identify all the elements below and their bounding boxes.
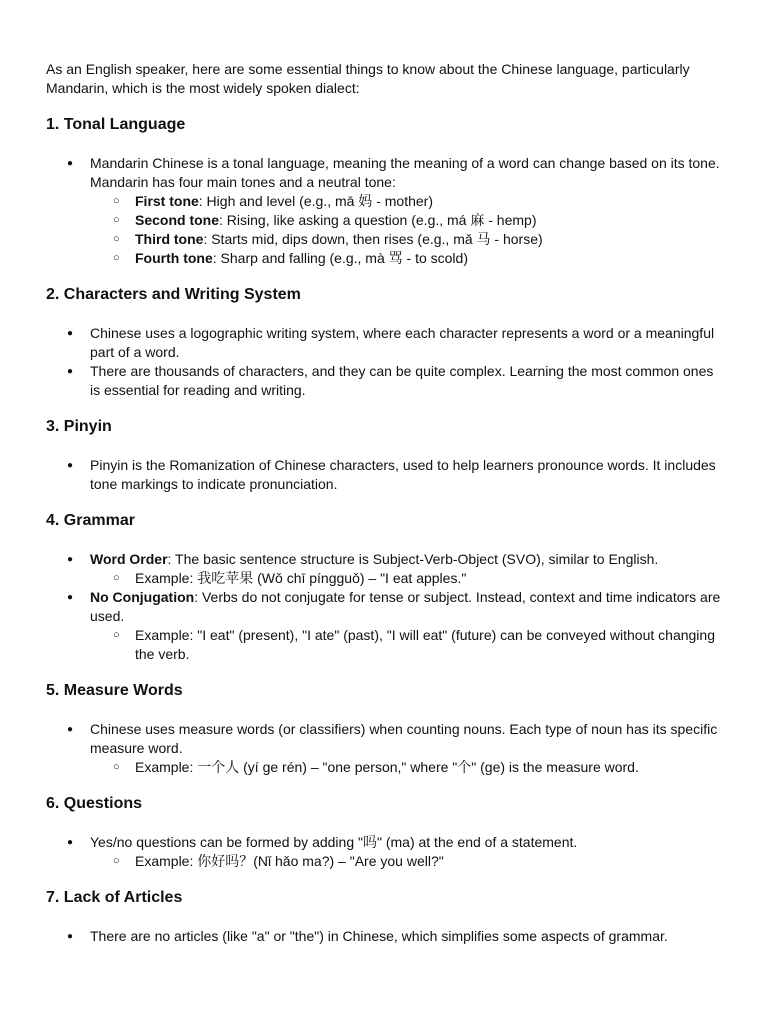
section-grammar <box>46 511 722 664</box>
section-heading: 3. Pinyin <box>46 418 112 435</box>
bullet-list <box>46 720 722 777</box>
section-heading: 5. Measure Words <box>46 682 183 699</box>
section-measure-words <box>46 681 722 777</box>
bullet-list <box>46 456 722 494</box>
section-tonal-language <box>46 115 722 268</box>
bullet-list <box>46 833 722 871</box>
bullet-list <box>46 154 722 268</box>
list-item: ● No Conjugation: Verbs do not conjugate for tense or subject. Instead, context and time indicators are used. ○ Example: "I eat" (present), "I ate" (past), "I will eat" (future) can be conveyed without changing the verb. <box>46 588 722 664</box>
section-lack-of-articles <box>46 888 722 946</box>
list-item: ● Chinese uses a logographic writing system, where each character represents a word or a meaningful part of a word. <box>46 324 722 362</box>
section-heading: 1. Tonal Language <box>46 116 186 133</box>
list-item: ● Mandarin Chinese is a tonal language, meaning the meaning of a word can change based on its tone. Mandarin has four main tones and a neutral tone: ○ First tone: High and level (e.g., mā 妈 - mother) ○ Second tone: Rising, like asking a question (e.g., má 麻 - hemp) ○ Third tone: Starts mid, dips down, then rises (e.g., mǎ 马 - horse) ○ Fourth tone: Sharp and falling (e.g., mà 骂 - to scold) <box>46 154 722 268</box>
sub-list <box>90 192 722 268</box>
sub-list <box>90 626 722 664</box>
sub-list-item: ○ Example: "I eat" (present), "I ate" (past), "I will eat" (future) can be conveyed without changing the verb. <box>90 626 722 664</box>
bullet-list <box>46 550 722 664</box>
sub-list-item: ○ Example: 一个人 (yí ge rén) – "one person," where "个" (ge) is the measure word. <box>90 758 722 777</box>
sub-list <box>90 852 722 871</box>
sub-list-item: ○ Third tone: Starts mid, dips down, then rises (e.g., mǎ 马 - horse) <box>90 230 722 249</box>
list-item: ● There are thousands of characters, and they can be quite complex. Learning the most common ones is essential for reading and writing. <box>46 362 722 400</box>
list-item: ● Pinyin is the Romanization of Chinese characters, used to help learners pronounce words. It includes tone markings to indicate pronunciation. <box>46 456 722 494</box>
sub-list-item: ○ First tone: High and level (e.g., mā 妈 - mother) <box>90 192 722 211</box>
sub-list <box>90 758 722 777</box>
section-heading: 4. Grammar <box>46 512 135 529</box>
sub-list-item: ○ Example: 你好吗？(Nǐ hǎo ma?) – "Are you well?" <box>90 852 722 871</box>
section-heading: 7. Lack of Articles <box>46 889 183 906</box>
section-pinyin <box>46 417 722 494</box>
bullet-list <box>46 324 722 400</box>
intro-paragraph: As an English speaker, here are some essential things to know about the Chinese language, particularly Mandarin, which is the most widely spoken dialect: <box>46 61 690 96</box>
sub-list-item: ○ Example: 我吃苹果 (Wǒ chī píngguǒ) – "I eat apples." <box>90 569 722 588</box>
list-item: ● There are no articles (like "a" or "the") in Chinese, which simplifies some aspects of grammar. <box>46 927 722 946</box>
sub-list-item: ○ Fourth tone: Sharp and falling (e.g., mà 骂 - to scold) <box>90 249 722 268</box>
sub-list-item: ○ Second tone: Rising, like asking a question (e.g., má 麻 - hemp) <box>90 211 722 230</box>
section-questions <box>46 794 722 871</box>
section-heading: 6. Questions <box>46 795 143 812</box>
list-item: ● Yes/no questions can be formed by adding "吗" (ma) at the end of a statement. ○ Example: 你好吗？(Nǐ hǎo ma?) – "Are you well?" <box>46 833 722 871</box>
bullet-list <box>46 927 722 946</box>
list-item: ● Word Order: The basic sentence structure is Subject-Verb-Object (SVO), similar to English. ○ Example: 我吃苹果 (Wǒ chī píngguǒ) – "I eat apples." <box>46 550 722 588</box>
list-item: ● Chinese uses measure words (or classifiers) when counting nouns. Each type of noun has its specific measure word. ○ Example: 一个人 (yí ge rén) – "one person," where "个" (ge) is the measure word. <box>46 720 722 777</box>
section-heading: 2. Characters and Writing System <box>46 286 301 303</box>
sub-list <box>90 569 722 588</box>
section-characters-writing <box>46 285 722 400</box>
